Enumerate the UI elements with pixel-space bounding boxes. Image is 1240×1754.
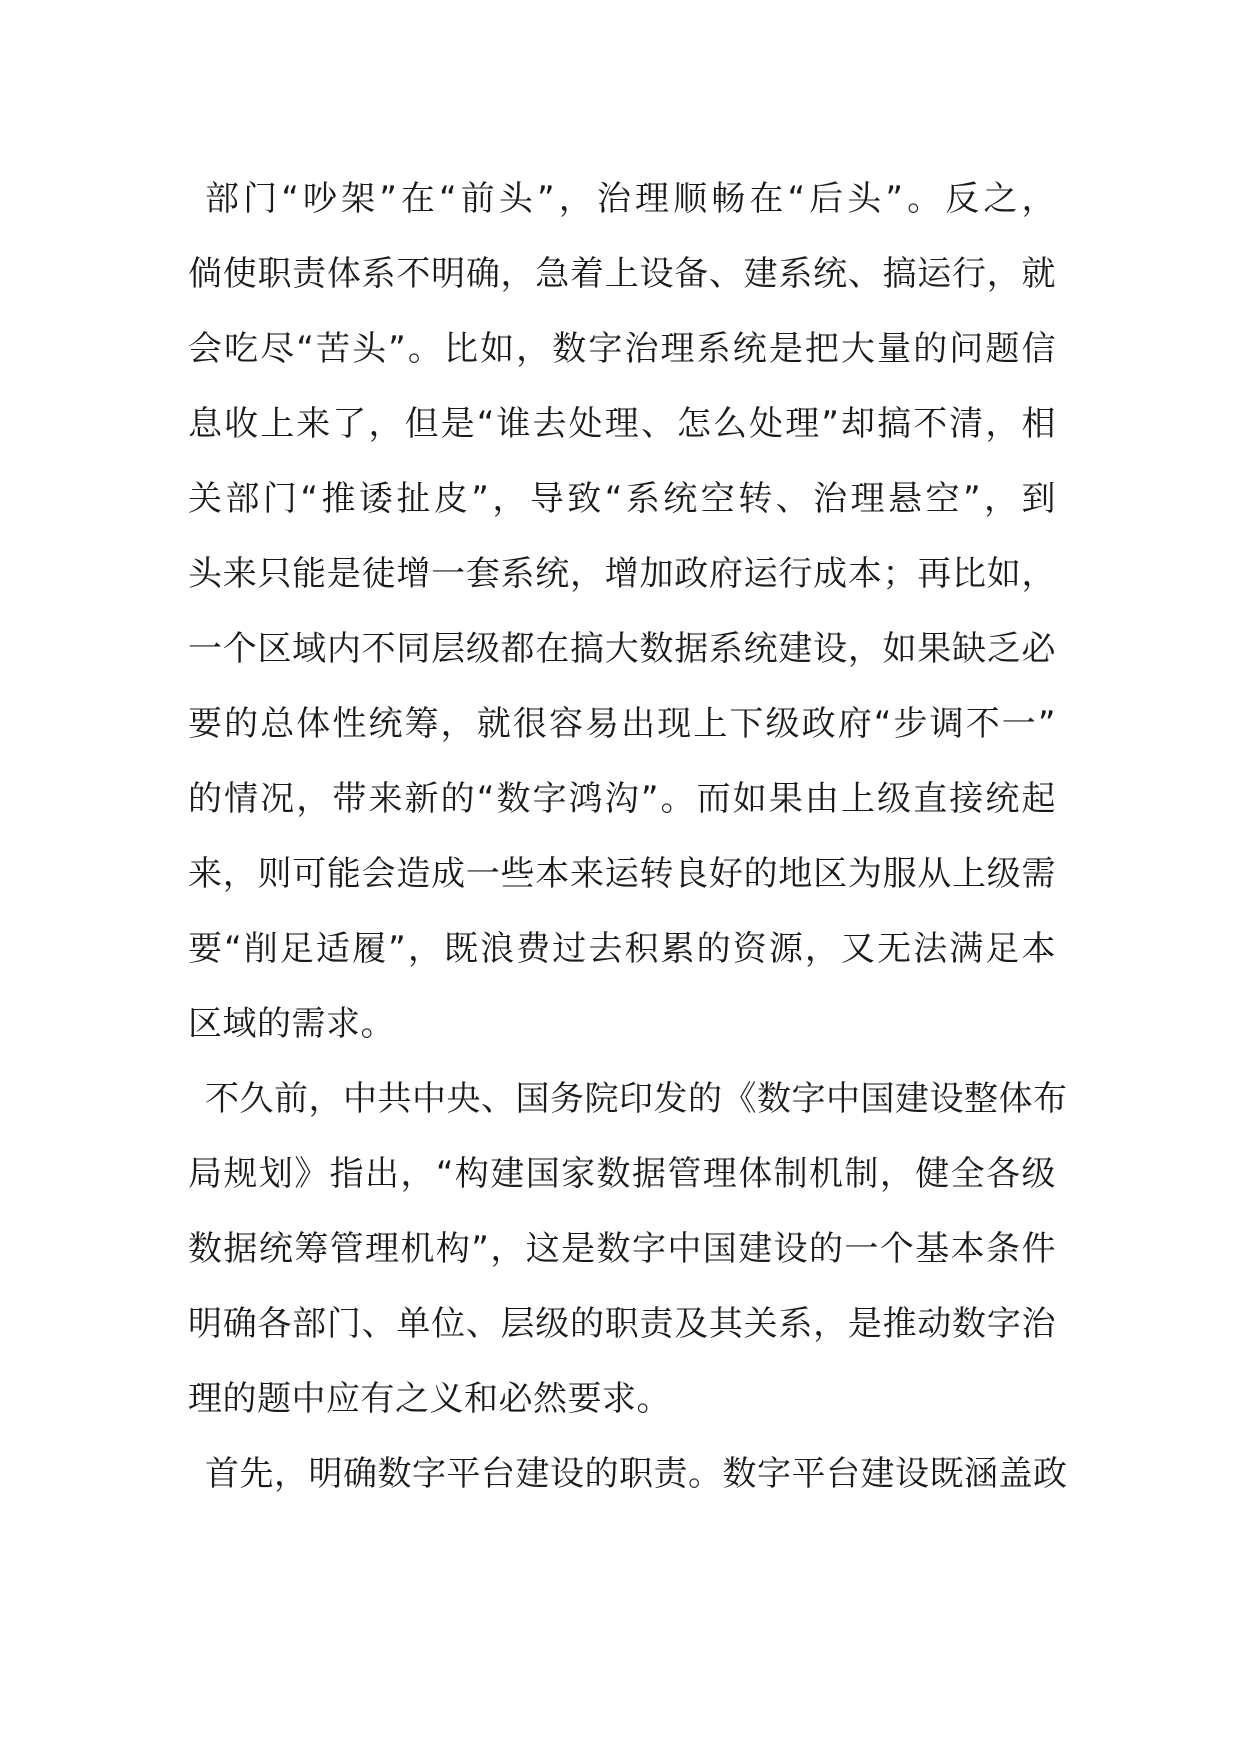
text-line: 倘使职责体系不明确，急着上设备、建系统、搞运行，就 xyxy=(188,254,1056,294)
text-line: 会吃尽“苦头”。比如，数字治理系统是把大量的问题信 xyxy=(188,329,1056,369)
text-line: 头来只能是徒增一套系统，增加政府运行成本；再比如， xyxy=(188,554,1056,594)
text-line: 明确各部门、单位、层级的职责及其关系，是推动数字治 xyxy=(188,1304,1056,1344)
text-line: 关部门“推诿扯皮”，导致“系统空转、治理悬空”，到 xyxy=(188,479,1056,519)
paragraph-1 xyxy=(188,162,1056,1062)
text-line: 来，则可能会造成一些本来运转良好的地区为服从上级需 xyxy=(188,854,1056,894)
text-line: 息收上来了，但是“谁去处理、怎么处理”却搞不清，相 xyxy=(188,404,1056,444)
text-line: 一个区域内不同层级都在搞大数据系统建设，如果缺乏必 xyxy=(188,629,1056,669)
body-text xyxy=(188,162,1068,1512)
text-line: 首先，明确数字平台建设的职责。数字平台建设既涵盖政 xyxy=(205,1454,1068,1494)
paragraph-3 xyxy=(188,1437,1068,1512)
text-line: 的情况，带来新的“数字鸿沟”。而如果由上级直接统起 xyxy=(188,779,1056,819)
text-line: 理的题中应有之义和必然要求。 xyxy=(188,1379,671,1419)
text-line: 区域的需求。 xyxy=(188,1004,395,1044)
text-line: 不久前，中共中央、国务院印发的《数字中国建设整体布 xyxy=(205,1079,1068,1119)
text-line: 要的总体性统筹，就很容易出现上下级政府“步调不一” xyxy=(188,704,1056,744)
text-line: 部门“吵架”在“前头”，治理顺畅在“后头”。反之， xyxy=(205,179,1056,219)
text-line: 局规划》指出，“构建国家数据管理体制机制，健全各级 xyxy=(188,1154,1056,1194)
text-line: 要“削足适履”，既浪费过去积累的资源，又无法满足本 xyxy=(188,929,1056,969)
paragraph-2 xyxy=(188,1062,1068,1437)
text-line: 数据统筹管理机构”，这是数字中国建设的一个基本条件 xyxy=(188,1229,1056,1269)
